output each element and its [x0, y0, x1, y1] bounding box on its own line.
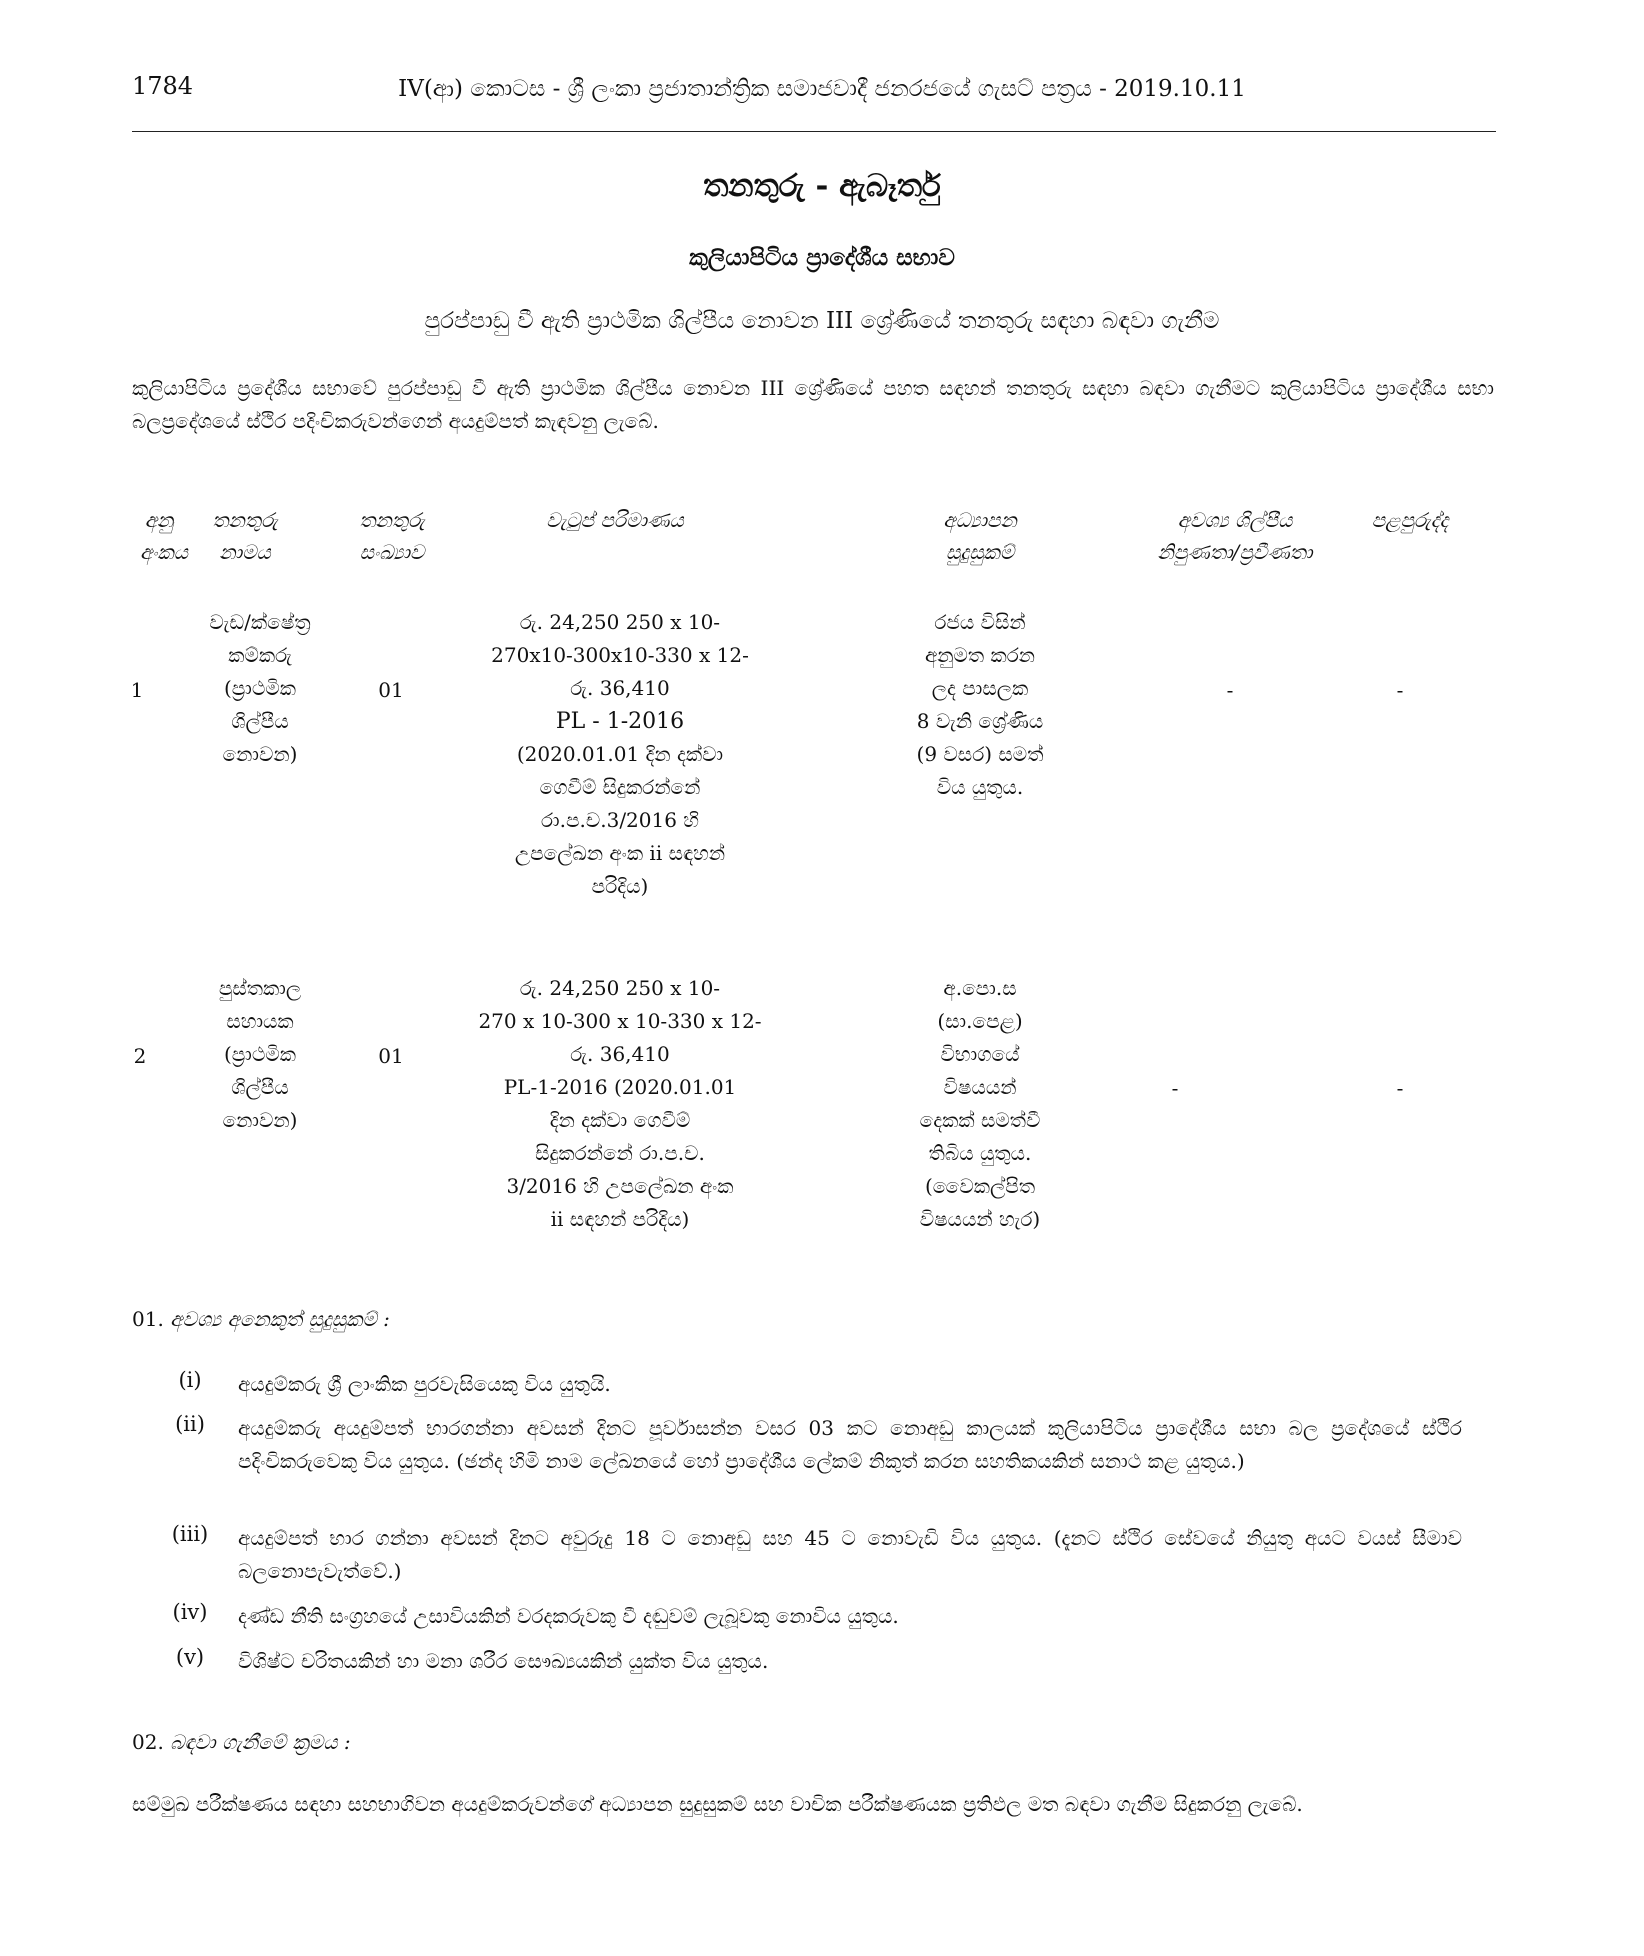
- row-number: 2: [133, 1044, 147, 1068]
- section-number: 01.: [132, 1307, 164, 1331]
- row-number: 1: [130, 678, 144, 702]
- post-name-line: නොවන): [222, 742, 298, 766]
- section-02-heading: [132, 1730, 351, 1754]
- salary-line: සිදුකරන්නේ රා.ප.ච.: [535, 1141, 705, 1165]
- section-number: 02.: [132, 1730, 164, 1754]
- experience-value: -: [1396, 678, 1404, 702]
- experience-value: -: [1396, 1076, 1404, 1100]
- header-post-count-line: සංඛ්‍යාව: [359, 540, 425, 564]
- salary-line: 270 x 10-300 x 10-330 x 12-: [478, 1009, 762, 1033]
- notice-subject: පුරප්පාඩු වී ඇති ප්‍රාථමික ශිල්පීය නොවන III ශ්‍රේණියේ තනතුරු සඳහා බඳවා ගැනීම: [424, 308, 1220, 334]
- post-name-line: පුස්තකාල: [218, 976, 302, 1000]
- header-salary-scale: [470, 504, 760, 536]
- header-experience-line: පළපුරුද්ද: [1371, 508, 1449, 532]
- skills-value: -: [1226, 678, 1234, 702]
- item-number: (v): [175, 1645, 205, 1669]
- post-name-line: කම්කරු: [228, 643, 292, 667]
- gazette-running-title: IV(ආ) කොටස - ශ්‍රී ලංකා ප්‍රජාතාන්ත්‍රික සමාජවාදී ජනරජයේ ගැසට් පත්‍රය - 2019.10.11: [398, 76, 1246, 102]
- post-name-line: නොවන): [222, 1108, 298, 1132]
- post-name-line: වැඩ/ක්ෂේත්‍ර: [209, 610, 311, 634]
- education-line: දෙකක් සමත්වී: [919, 1108, 1041, 1132]
- qualification-item: විශිෂ්ට චරිතයකින් හා මනා ශරීර සෞඛ්‍යයකින් යුක්ත විය යුතුය.: [238, 1649, 769, 1673]
- header-salary-scale-line: වැටුප් පරිමාණය: [546, 508, 684, 532]
- education-line: (වෛකල්පිත: [924, 1174, 1036, 1198]
- section-01-heading: [132, 1307, 390, 1331]
- header-post-name: [200, 504, 290, 568]
- post-count: 01: [378, 678, 404, 702]
- item-number: (iv): [172, 1600, 208, 1624]
- education-line: විෂයයන්: [943, 1075, 1017, 1099]
- header-no: [140, 504, 189, 568]
- header-education-line: අධ්‍යාපන: [943, 508, 1017, 532]
- post-name-line: (ප්‍රාථමික: [223, 1042, 297, 1066]
- council-name: කුලියාපිටිය ප්‍රාදේශීය සභාව: [689, 244, 955, 271]
- salary-line: රු. 24,250 250 x 10-: [519, 610, 721, 634]
- post-name-line: ශිල්පීය: [231, 1075, 289, 1099]
- education-line: තිබිය යුතුය.: [928, 1141, 1032, 1165]
- salary-scale: [440, 606, 800, 903]
- header-no-line: අංකය: [140, 540, 189, 564]
- salary-line: PL-1-2016 (2020.01.01: [503, 1075, 737, 1099]
- education-line: (9 වසර) සමත්: [916, 742, 1044, 766]
- qualification-item: අයදුම්පත් භාර ගන්නා අවසන් දිනට අවුරුදු 18 ට නොඅඩු සහ 45 ට නොවැඩි විය යුතුය. (දැනට ස්ථිර සේවයේ නියුතු අයට වයස් සීමාව බලනොපැවැත්වේ.): [238, 1526, 1462, 1583]
- recruitment-method-paragraph: සම්මුඛ පරීක්ෂණය සඳහා සහභාගිවන අයදුම්කරුවන්ගේ අධ්‍යාපන සුදුසුකම් සහ වාචික පරීක්ෂණයක ප්‍රතිඵල මත බඳවා ගැනීම සිදුකරනු ලැබේ.: [132, 1792, 1303, 1816]
- section-title: අවශ්‍ය අනෙකුත් සුදුසුකම් :: [170, 1307, 390, 1331]
- education-line: අනුමත කරන: [924, 643, 1036, 667]
- education-line: රජය විසින්: [934, 610, 1026, 634]
- salary-line: පරිදිය): [591, 874, 649, 898]
- education-line: 8 වැනි ශ්‍රේණිය: [916, 709, 1044, 733]
- header-education: [880, 504, 1080, 568]
- salary-line: දින දක්වා ගෙවීම්: [549, 1108, 691, 1132]
- education-line: විය යුතුය.: [936, 775, 1024, 799]
- item-number: (ii): [175, 1412, 205, 1436]
- section-title: බඳවා ගැනීමේ ක්‍රමය :: [170, 1730, 351, 1754]
- qualification-item: දණ්ඩ නීති සංග්‍රහයේ උසාවියකින් වරදකරුවකු වී දඬුවම් ලැබූවකු නොවිය යුතුය.: [238, 1604, 899, 1628]
- education-line: අ.පො.ස: [943, 976, 1017, 1000]
- qualification-item: අයදුම්කරු ශ්‍රී ලාංකික පුරවැසියෙකු විය යුතුයි.: [238, 1372, 611, 1396]
- page-number: 1784: [132, 72, 194, 100]
- salary-line: උපලේඛන අංක ii සඳහන්: [514, 841, 726, 865]
- intro-paragraph: කුලියාපිටිය ප්‍රදේශීය සභාවේ පුරප්පාඩු වී ඇති ප්‍රාථමික ශිල්පීය නොවන III ශ්‍රේණියේ පහත සඳහන් තනතුරු සඳහා බඳවා ගැනීමට කුලියාපිටිය ප්‍රාදේශීය සභා බලප්‍රදේශයේ ස්ථිර පදිංචිකරුවන්ගෙන් අයදුම්පත් කැඳවනු ලැබේ.: [132, 376, 1494, 433]
- post-name: [160, 606, 360, 771]
- post-name-line: ශිල්පීය: [231, 709, 289, 733]
- item-number: (iii): [171, 1522, 209, 1546]
- post-count: 01: [378, 1044, 404, 1068]
- salary-line: රා.ප.ච.3/2016 හි: [540, 808, 700, 832]
- post-name-line: (ප්‍රාථමික: [223, 676, 297, 700]
- post-name: [160, 972, 360, 1137]
- header-skills-line: නිපුණතා/ප්‍රවීණතා: [1157, 540, 1313, 564]
- header-no-line: අනු: [144, 508, 174, 532]
- salary-scale: [440, 972, 800, 1236]
- education-requirement: [860, 606, 1100, 804]
- header-post-name-line: නාමය: [219, 540, 271, 564]
- post-name-line: සහායක: [226, 1009, 294, 1033]
- salary-line: 270x10-300x10-330 x 12-: [491, 643, 749, 667]
- education-line: (සා.පෙළ): [937, 1009, 1023, 1033]
- header-post-count: [338, 504, 446, 568]
- header-skills-line: අවශ්‍ය ශිල්පීය: [1177, 508, 1293, 532]
- salary-line: රු. 36,410: [570, 1042, 670, 1066]
- skills-value: -: [1171, 1076, 1179, 1100]
- salary-line: PL - 1-2016: [555, 709, 685, 734]
- header-skills: [1120, 504, 1350, 568]
- education-line: විෂයයන් හැර): [919, 1207, 1041, 1231]
- education-line: විභාගයේ: [940, 1042, 1020, 1066]
- header-post-name-line: තනතුරු: [212, 508, 278, 532]
- salary-line: ගෙවීම් සිදුකරන්නේ: [539, 775, 701, 799]
- qualification-item: අයදුම්කරු අයදුම්පත් භාරගන්නා අවසන් දිනට පූර්වාසන්න වසර 03 කට නොඅඩු කාලයක් කුලියාපිටිය ප්‍රාදේශීය සභා බල ප්‍රදේශයේ ස්ථිර පදිංචිකරුවෙකු විය යුතුය. (ඡන්ද හිමි නාම ලේඛනයේ හෝ ප්‍රාදේශීය ලේකම් නිකුත් කරන සහතිකයකින් සනාථ කළ යුතුය.): [238, 1416, 1462, 1473]
- education-requirement: [860, 972, 1100, 1236]
- salary-line: රු. 24,250 250 x 10-: [519, 976, 721, 1000]
- education-line: ලද පාසලක: [931, 676, 1029, 700]
- salary-line: ii සඳහන් පරිදිය): [550, 1207, 690, 1231]
- item-number: (i): [178, 1368, 202, 1392]
- section-title: තනතුරු - ඇබෑර්තු: [703, 168, 941, 204]
- salary-line: රු. 36,410: [570, 676, 670, 700]
- header-experience: [1340, 504, 1480, 536]
- header-post-count-line: තනතුරු: [359, 508, 425, 532]
- salary-line: (2020.01.01 දින දක්වා: [516, 742, 724, 766]
- salary-line: 3/2016 හි උපලේඛන අංක: [506, 1174, 734, 1198]
- header-education-line: සුදුසුකම්: [945, 540, 1015, 564]
- header-divider: [132, 131, 1496, 132]
